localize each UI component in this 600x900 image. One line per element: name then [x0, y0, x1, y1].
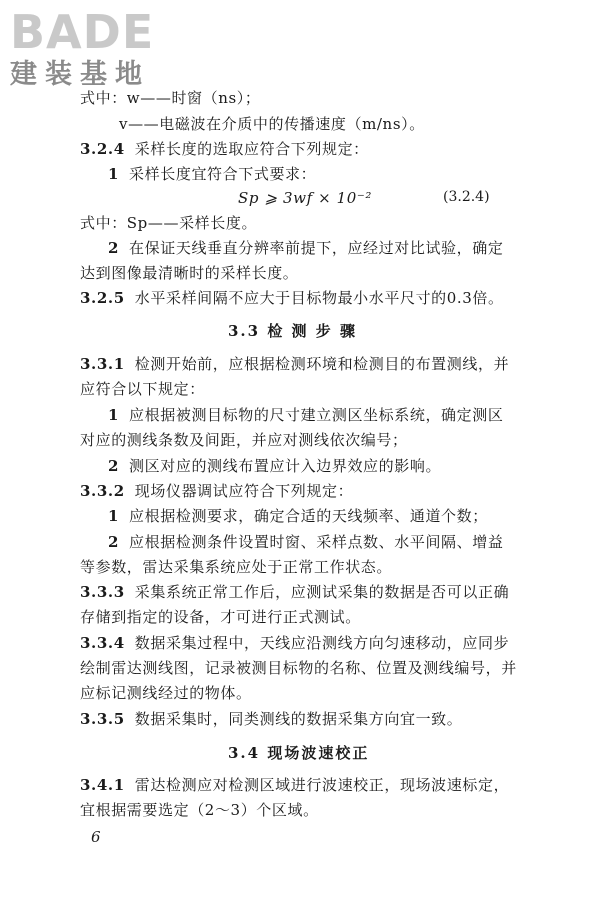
item-number: 1 — [108, 406, 120, 424]
item-text: 采样长度宜符合下式要求： — [129, 165, 317, 183]
text-line: 应符合以下规定： — [80, 380, 205, 398]
item-number: 1 — [108, 165, 120, 183]
clause-number: 3.3.2 — [80, 482, 125, 500]
text-line: 绘制雷达测线图，记录被测目标物的名称、位置及测线编号，并 — [80, 659, 517, 677]
item-text: 应根据检测要求，确定合适的天线频率、通道个数； — [129, 507, 488, 525]
formula: Sp ⩾ 3wf × 10⁻² — [238, 189, 373, 207]
clause-number: 3.2.4 — [80, 140, 125, 158]
text-line: 宜根据需要选定（2～3）个区域。 — [80, 801, 319, 819]
clause-3-2-4 — [80, 138, 369, 160]
clause-number: 3.4.1 — [80, 776, 125, 794]
clause-text: 水平采样间隔不应大于目标物最小水平尺寸的0.3倍。 — [134, 289, 504, 307]
clause-3-3-3 — [80, 581, 509, 603]
clause-number: 3.3.1 — [80, 355, 125, 373]
item — [108, 404, 503, 426]
clause-text: 雷达检测应对检测区域进行波速校正，现场波速标定， — [134, 776, 510, 794]
text-line: 式中：Sp——采样长度。 — [80, 214, 258, 232]
clause-text: 采样长度的选取应符合下列规定： — [134, 140, 369, 158]
watermark-cjk: 建装基地 — [10, 59, 150, 90]
page-number: 6 — [91, 828, 101, 846]
clause-3-3-5 — [80, 708, 462, 730]
clause-3-3-4 — [80, 632, 509, 654]
formula-number: (3.2.4) — [443, 189, 490, 205]
section-heading-3-4: 3.4 现场波速校正 — [228, 744, 370, 762]
item-number: 2 — [108, 533, 120, 551]
clause-3-3-1 — [80, 353, 509, 375]
item-text: 测区对应的测线布置应计入边界效应的影响。 — [129, 457, 442, 475]
item — [108, 455, 441, 477]
clause-text: 检测开始前，应根据检测环境和检测目的布置测线，并 — [134, 355, 510, 373]
clause-text: 现场仪器调试应符合下列规定： — [134, 482, 354, 500]
item-text: 应根据被测目标物的尺寸建立测区坐标系统，确定测区 — [129, 406, 504, 424]
text-line: 等参数，雷达采集系统应处于正常工作状态。 — [80, 558, 393, 576]
clause-3-4-1 — [80, 774, 509, 796]
text-line: 应标记测线经过的物体。 — [80, 684, 252, 702]
item — [108, 237, 503, 259]
text-line: 存储到指定的设备，才可进行正式测试。 — [80, 608, 361, 626]
text-line: 达到图像最清晰时的采样长度。 — [80, 264, 299, 282]
item-text: 应根据检测条件设置时窗、采样点数、水平间隔、增益 — [129, 533, 504, 551]
clause-text: 数据采集过程中，天线应沿测线方向匀速移动，应同步 — [134, 634, 510, 652]
item-number: 2 — [108, 239, 120, 257]
clause-number: 3.3.3 — [80, 583, 125, 601]
item-number: 2 — [108, 457, 120, 475]
section-heading-3-3: 3.3 检 测 步 骤 — [228, 322, 357, 340]
clause-number: 3.2.5 — [80, 289, 125, 307]
clause-number: 3.3.4 — [80, 634, 125, 652]
item — [108, 505, 488, 527]
text-line: v——电磁波在介质中的传播速度（m/ns）。 — [119, 115, 425, 133]
item — [108, 163, 316, 185]
clause-3-3-2 — [80, 480, 353, 502]
clause-number: 3.3.5 — [80, 710, 125, 728]
text-line: 式中：w——时窗（ns）； — [80, 89, 261, 107]
item-number: 1 — [108, 507, 120, 525]
item — [108, 531, 503, 553]
clause-text: 数据采集时，同类测线的数据采集方向宜一致。 — [134, 710, 463, 728]
item-text: 在保证天线垂直分辨率前提下，应经过对比试验，确定 — [129, 239, 504, 257]
watermark-latin: BADE — [10, 5, 155, 59]
clause-text: 采集系统正常工作后，应测试采集的数据是否可以正确 — [134, 583, 510, 601]
text-line: 对应的测线条数及间距，并应对测线依次编号； — [80, 431, 408, 449]
clause-3-2-5 — [80, 287, 504, 309]
watermark-logo — [6, 4, 181, 94]
